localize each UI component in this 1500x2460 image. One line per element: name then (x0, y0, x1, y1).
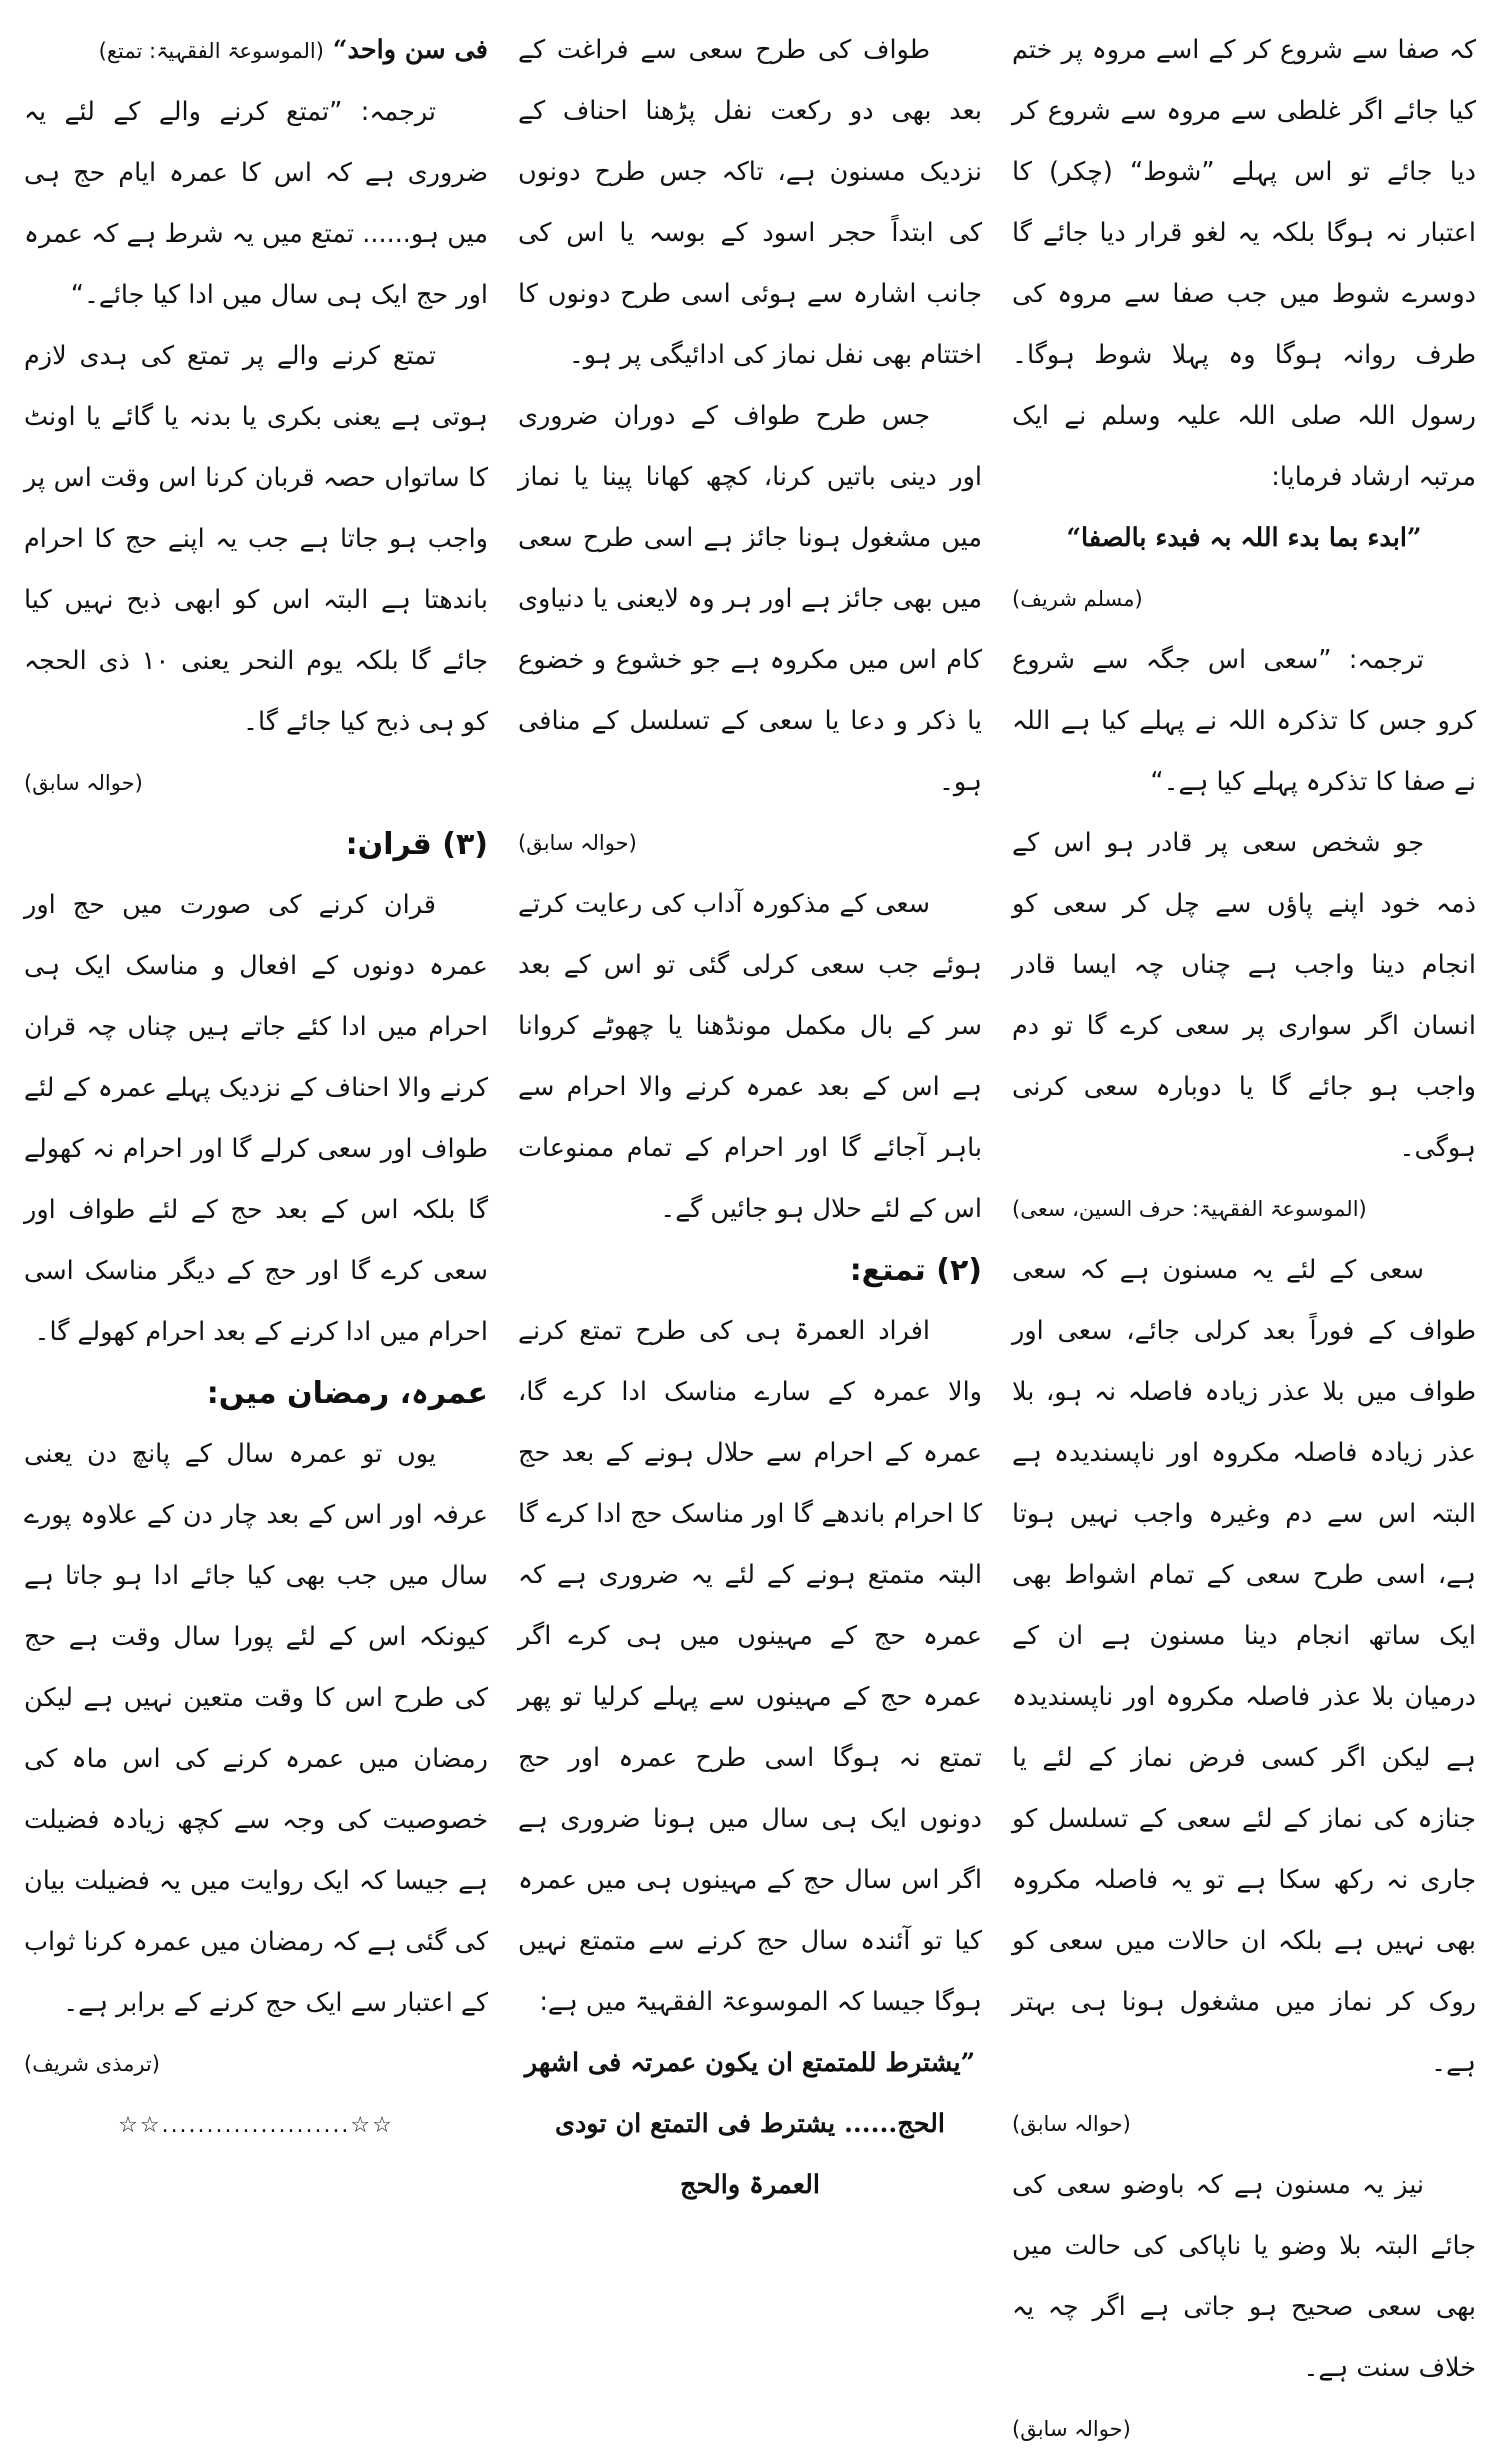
section-heading-umrah-ramadan: عمرہ، رمضان میں: (206, 1376, 488, 1411)
three-column-article (24, 20, 1476, 2441)
paragraph: جو شخص سعی پر قادر ہو اس کے ذمہ خود اپنے پاؤں سے چل کر سعی کو انجام دینا واجب ہے چناں چہ ایسا قادر انسان اگر سواری پر سعی کرے گا تو دم واجب ہو جائے گا یا دوبارہ سعی کرنی ہوگی۔ (1012, 828, 1476, 1163)
quote-arabic-text: فی سن واحد“ (332, 35, 488, 65)
translation: ترجمہ: ”تمتع کرنے والے کے لئے یہ ضروری ہے کہ اس کا عمرہ ایام حج ہی میں ہو...... تمتع میں یہ شرط ہے کہ عمرہ اور حج ایک ہی سال میں ادا کیا جائے۔“ (24, 97, 488, 310)
paragraph: طواف کی طرح سعی سے فراغت کے بعد بھی دو رکعت نفل پڑھنا احناف کے نزدیک مسنون ہے، تاکہ جس طرح دونوں کی ابتداً حجر اسود کے بوسہ یا اس کی جانب اشارہ سے ہوئی اسی طرح دونوں کا اختتام بھی نفل نماز کی ادائیگی پر ہو۔ (518, 35, 982, 370)
paragraph: سعی کے مذکورہ آداب کی رعایت کرتے ہوئے جب سعی کرلی گئی تو اس کے بعد سر کے بال مکمل مونڈھنا یا چھوٹے کروانا ہے اس کے بعد عمرہ کرنے والا احرام سے باہر آجائے گا اور احرام کے تمام ممنوعات اس کے لئے حلال ہو جائیں گے۔ (518, 889, 982, 1224)
quote-arabic-end (24, 20, 488, 82)
paragraph: نیز یہ مسنون ہے کہ باوضو سعی کی جائے البتہ بلا وضو یا ناپاکی کی حالت میں بھی سعی صحیح ہو جاتی ہے اگر چہ یہ خلاف سنت ہے۔ (1012, 2170, 1476, 2383)
citation: (مسلم شریف) (1012, 587, 1143, 611)
quote-arabic: ”یشترط للمتمتع ان یکون عمرتہ فی اشھر الحج...... یشترط فی التمتع ان تودی العمرۃ والحج (524, 2048, 976, 2200)
citation: (ترمذی شریف) (24, 2052, 160, 2076)
column-right (1012, 20, 1476, 2441)
section-heading-tamattu: (۲) تمتع: (849, 1253, 982, 1288)
paragraph: تمتع کرنے والے پر تمتع کی ہدی لازم ہوتی ہے یعنی بکری یا بدنہ یا گائے یا اونٹ کا ساتواں حصہ قربان کرنا اس وقت اس پر واجب ہو جاتا ہے جب یہ اپنے حج کا احرام باندھتا ہے البتہ اس کو ابھی ذبح نہیں کیا جائے گا بلکہ یوم النحر یعنی ۱۰ ذی الحجہ کو ہی ذبح کیا جائے گا۔ (24, 341, 488, 737)
paragraph: کہ صفا سے شروع کر کے اسے مروہ پر ختم کیا جائے اگر غلطی سے مروہ سے شروع کر دیا جائے تو اس پہلے ”شوط“ (چکر) کا اعتبار نہ ہوگا بلکہ یہ لغو قرار دیا جائے گا دوسرے شوط میں جب صفا سے مروہ کی طرف روانہ ہوگا وہ پہلا شوط ہوگا۔ رسول اللہ صلی اللہ علیہ وسلم نے ایک مرتبہ ارشاد فرمایا: (1012, 35, 1476, 492)
paragraph: افراد العمرۃ ہی کی طرح تمتع کرنے والا عمرہ کے سارے مناسک ادا کرے گا، عمرہ کے احرام سے حلال ہونے کے بعد حج کا احرام باندھے گا اور مناسک حج ادا کرے گا البتہ متمتع ہونے کے لئے یہ ضروری ہے کہ عمرہ حج کے مہینوں میں ہی کرے اگر عمرہ حج کے مہینوں سے پہلے کرلیا تو پھر تمتع نہ ہوگا اسی طرح عمرہ اور حج دونوں ایک ہی سال میں ہونا ضروری ہے اگر اس سال حج کے مہینوں ہی میں عمرہ کیا تو آئندہ سال حج کرنے سے متمتع نہیں ہوگا جیسا کہ الموسوعۃ الفقہیۃ میں ہے: (518, 1316, 982, 2017)
section-heading-qiran: (۳) قران: (345, 827, 488, 862)
paragraph: قران کرنے کی صورت میں حج اور عمرہ دونوں کے افعال و مناسک ایک ہی احرام میں ادا کئے جاتے ہیں چناں چہ قران کرنے والا احناف کے نزدیک پہلے عمرہ کے لئے طواف اور سعی کرلے گا اور احرام نہ کھولے گا بلکہ اس کے بعد حج کے لئے طواف اور سعی کرے گا اور حج کے دیگر مناسک اسی احرام میں ادا کرنے کے بعد احرام کھولے گا۔ (24, 890, 488, 1347)
citation: (حوالہ سابق) (24, 771, 143, 795)
citation: (حوالہ سابق) (1012, 2417, 1131, 2441)
column-left (24, 20, 488, 2200)
paragraph: یوں تو عمرہ سال کے پانچ دن یعنی عرفہ اور اس کے بعد چار دن کے علاوہ پورے سال میں جب بھی کیا جائے ادا ہو جاتا ہے کیونکہ اس کے لئے پورا سال وقت ہے حج کی طرح اس کا وقت متعین نہیں ہے لیکن رمضان میں عمرہ کرنے کی اس ماہ کی خصوصیت کی وجہ سے کچھ زیادہ فضیلت ہے جیسا کہ ایک روایت میں یہ فضیلت بیان کی گئی ہے کہ رمضان میں عمرہ کرنا ثواب کے اعتبار سے ایک حج کرنے کے برابر ہے۔ (24, 1439, 488, 2018)
citation: (حوالہ سابق) (518, 831, 637, 855)
citation: (حوالہ سابق) (1012, 2112, 1131, 2136)
paragraph: سعی کے لئے یہ مسنون ہے کہ سعی طواف کے فوراً بعد کرلی جائے، سعی اور طواف میں بلا عذر زیادہ فاصلہ نہ ہو، بلا عذر زیادہ فاصلہ مکروہ اور ناپسندیدہ ہے البتہ اس سے دم وغیرہ واجب نہیں ہوتا ہے، اسی طرح سعی کے تمام اشواط بھی ایک ساتھ انجام دینا مسنون ہے ان کے درمیان بلا عذر فاصلہ مکروہ اور ناپسندیدہ ہے لیکن اگر کسی فرض نماز کے لئے یا جنازہ کی نماز کے لئے سعی کے تسلسل کو جاری نہ رکھ سکا ہے تو یہ فاصلہ مکروہ بھی نہیں ہے بلکہ ان حالات میں سعی کو روک کر نماز میں مشغول ہونا ہی بہتر ہے۔ (1012, 1255, 1476, 2078)
hadith-arabic: ”ابدء بما بدء اللہ بہ فبدء بالصفا“ (1066, 523, 1422, 553)
paragraph: جس طرح طواف کے دوران ضروری اور دینی باتیں کرنا، کچھ کھانا پینا یا نماز میں مشغول ہونا جائز ہے اسی طرح سعی میں بھی جائز ہے اور ہر وہ لایعنی یا دنیاوی کام اس میں مکروہ ہے جو خشوع و خضوع یا ذکر و دعا یا سعی کے تسلسل کے منافی ہو۔ (518, 401, 982, 797)
translation: ترجمہ: ”سعی اس جگہ سے شروع کرو جس کا تذکرہ اللہ نے پہلے کیا ہے اللہ نے صفا کا تذکرہ پہلے کیا ہے۔“ (1012, 645, 1476, 797)
citation: (الموسوعۃ الفقہیۃ: حرف السین، سعی) (1012, 1197, 1367, 1221)
citation: (الموسوعۃ الفقہیۃ: تمتع) (98, 39, 324, 63)
column-middle (518, 20, 982, 2200)
section-separator: ☆☆.....................☆☆ (118, 2113, 394, 2138)
